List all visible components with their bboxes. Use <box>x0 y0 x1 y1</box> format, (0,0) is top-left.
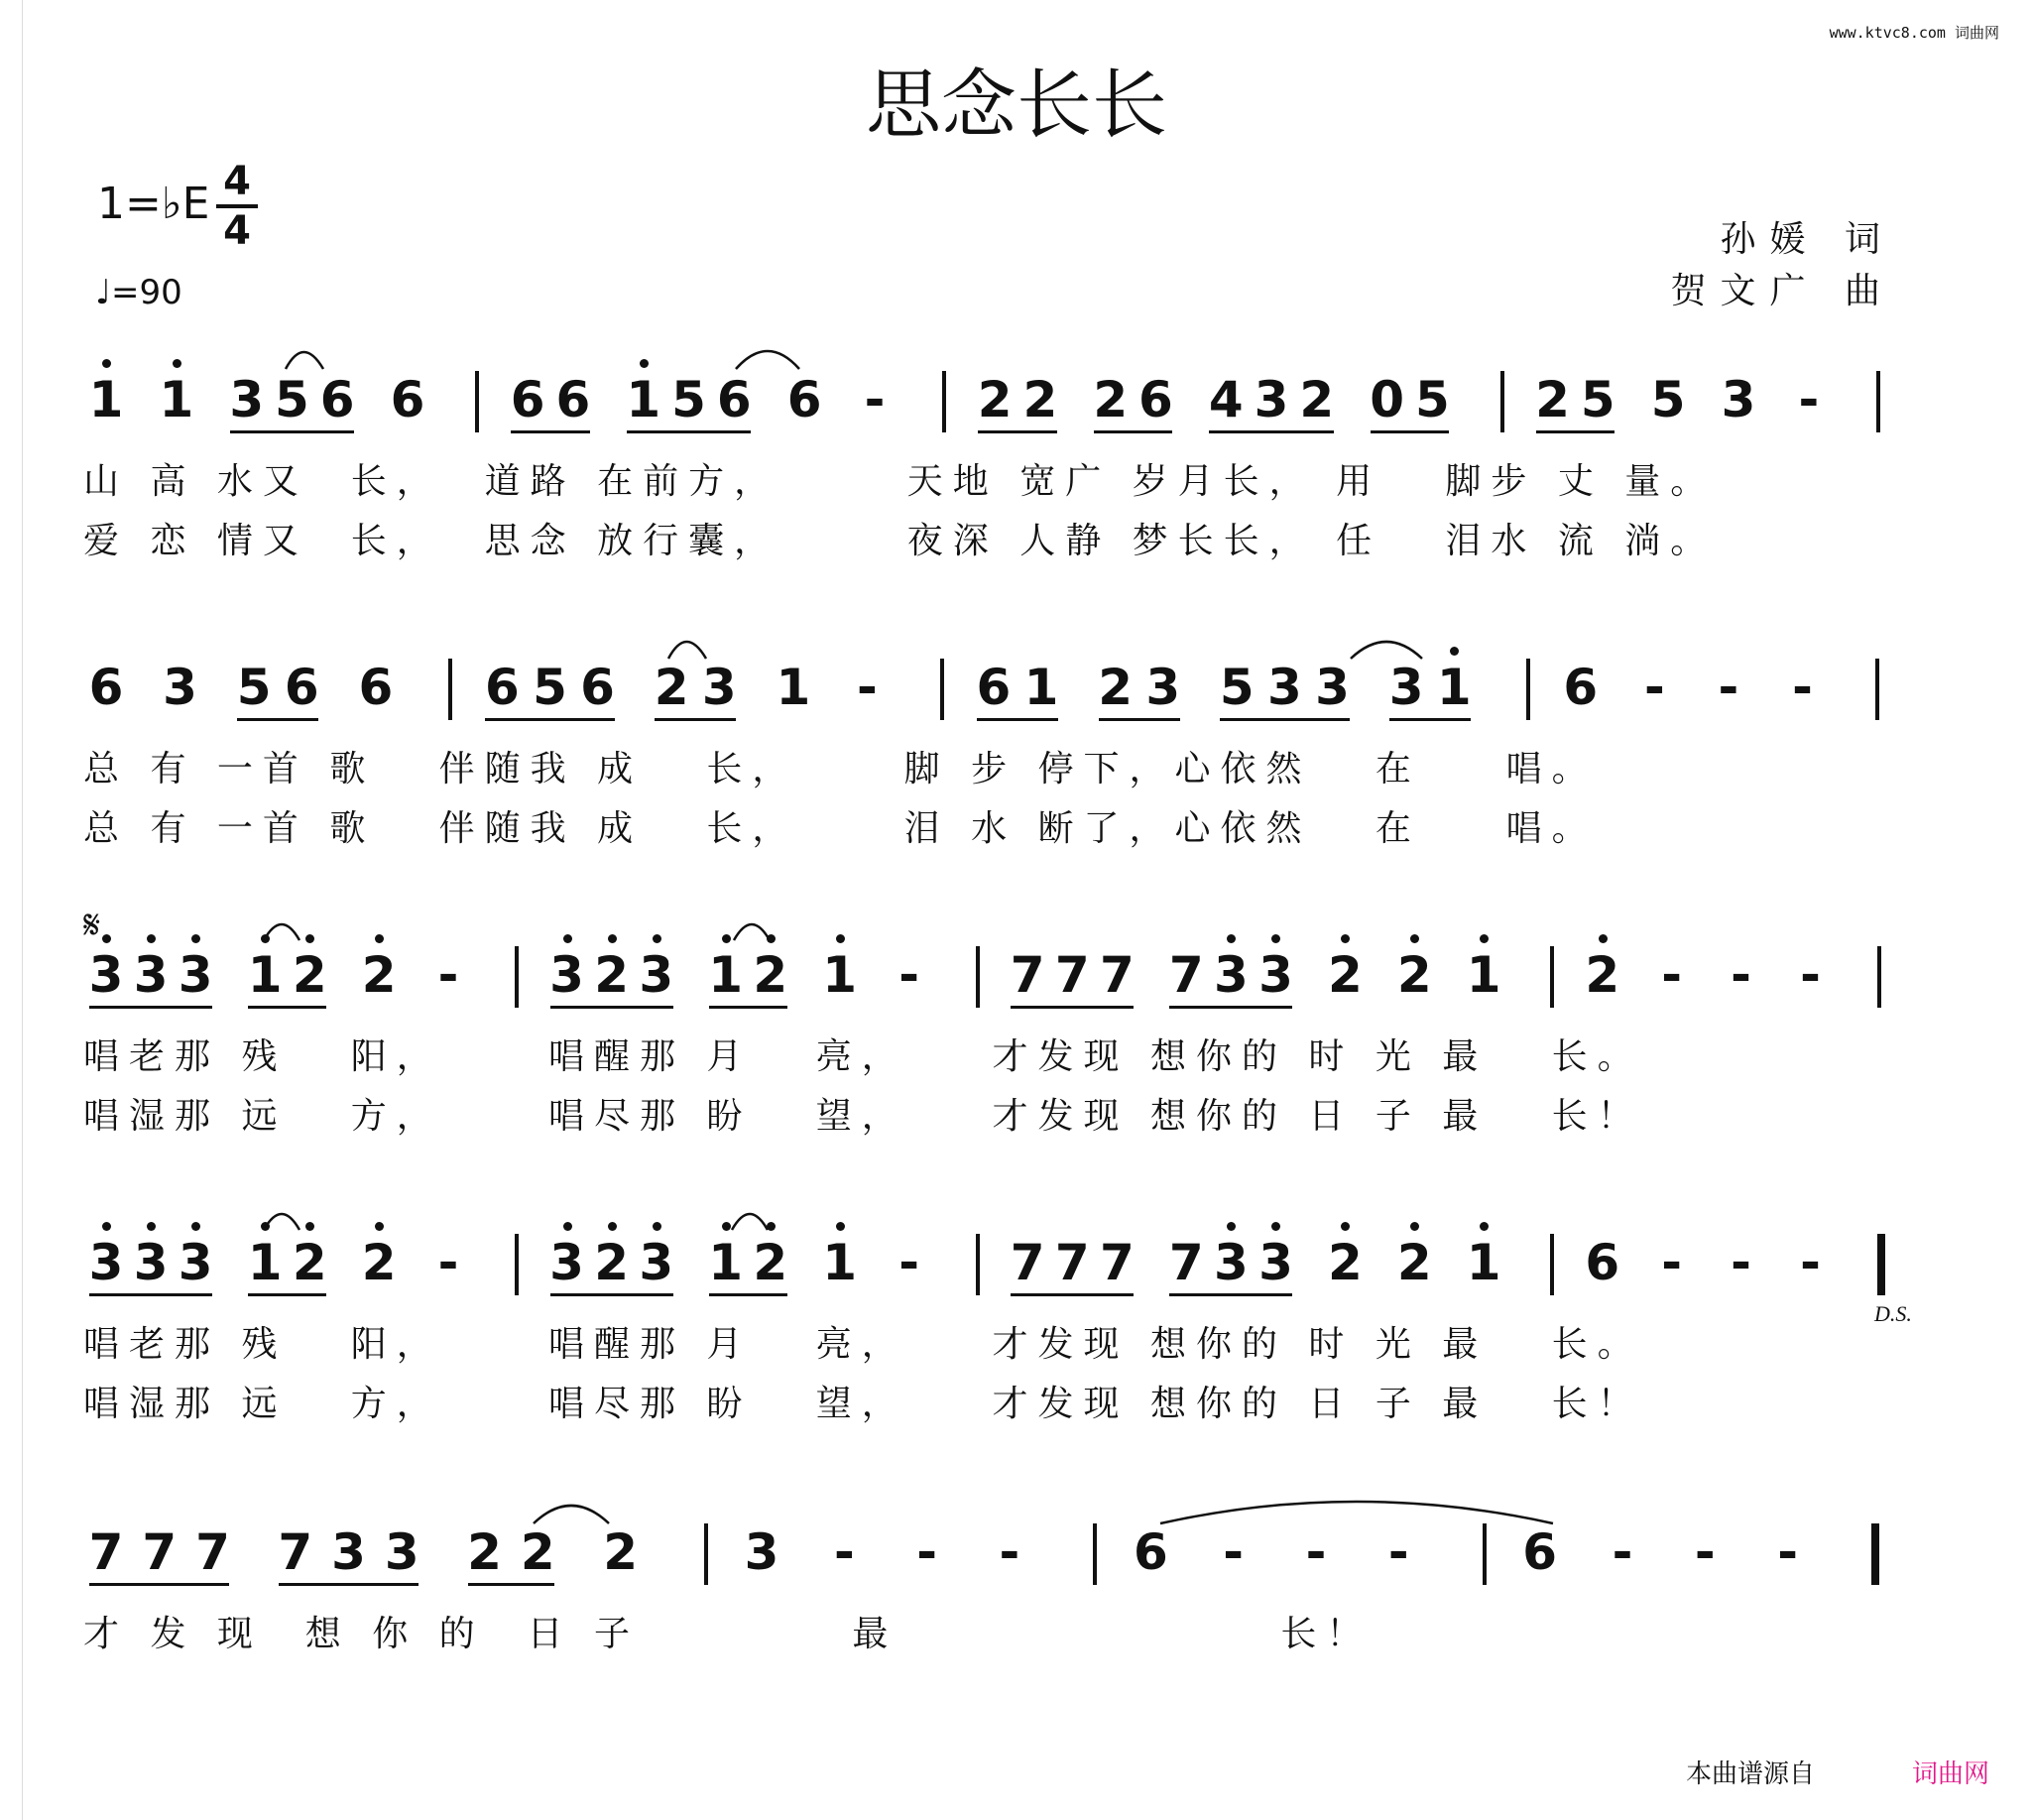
note: 1 <box>708 946 744 1004</box>
bar-line <box>1876 371 1880 432</box>
note: 2 <box>753 1234 788 1291</box>
note: 2 <box>1396 946 1432 1004</box>
octave-dot <box>147 1222 156 1231</box>
note: 7 <box>195 1523 230 1581</box>
octave-dot <box>722 934 731 943</box>
beam-underline <box>511 430 590 433</box>
octave-dot <box>767 1222 776 1231</box>
note: 7 <box>88 1523 124 1581</box>
octave-dot <box>1450 647 1459 656</box>
note: - <box>857 659 878 716</box>
octave-dot <box>653 1222 661 1231</box>
lyric-line: 爱 恋 情又 长， 思念 放行囊， 夜深 人静 梦长长， 任 泪水 流 淌。 <box>83 521 1717 561</box>
octave-dot <box>1271 1222 1280 1231</box>
note: 2 <box>1535 371 1570 428</box>
octave-dot <box>640 359 649 368</box>
bar-line <box>1877 1234 1885 1295</box>
bar-line <box>976 1234 980 1295</box>
note: 3 <box>88 946 124 1004</box>
note: 3 <box>1254 371 1289 428</box>
bar-line <box>1877 946 1881 1008</box>
note: - <box>1661 946 1683 1004</box>
beam-underline <box>1011 1293 1134 1296</box>
note: 3 <box>384 1523 419 1581</box>
note: 6 <box>1563 659 1599 716</box>
octave-dot <box>305 934 314 943</box>
bar-line <box>1871 1523 1879 1585</box>
note: 7 <box>1054 946 1090 1004</box>
note: 3 <box>1258 1234 1293 1291</box>
beam-underline <box>627 430 751 433</box>
octave-dot <box>191 1222 200 1231</box>
octave-dot <box>722 1222 731 1231</box>
beam-underline <box>237 718 318 721</box>
beam-underline <box>485 718 614 721</box>
note: - <box>833 1523 855 1581</box>
note: 3 <box>701 659 737 716</box>
note: 2 <box>753 946 788 1004</box>
note: - <box>898 1234 919 1291</box>
note: - <box>1731 946 1751 1004</box>
note: 7 <box>1168 946 1204 1004</box>
note: 6 <box>1522 1523 1558 1581</box>
beam-underline <box>89 1583 229 1586</box>
note: 6 <box>1133 1523 1168 1581</box>
octave-dot <box>261 934 270 943</box>
note: 1 <box>822 1234 858 1291</box>
lyric-line: 唱湿那 远 方， 唱尽那 盼 望， 才发现 想你的 日 子 最 长！ <box>83 1384 1643 1424</box>
note: 3 <box>549 946 584 1004</box>
note: 3 <box>1388 659 1424 716</box>
note: - <box>437 1234 459 1291</box>
note: 3 <box>88 1234 124 1291</box>
note: 1 <box>822 946 858 1004</box>
octave-dot <box>1410 934 1419 943</box>
octave-dot <box>1410 1222 1419 1231</box>
note: 6 <box>510 371 545 428</box>
note: 5 <box>275 371 309 428</box>
lyric-line: 总 有 一首 歌 伴随我 成 长， 泪 水 断了，心依然 在 唱。 <box>83 808 1598 849</box>
octave-dot <box>191 934 200 943</box>
beam-underline <box>248 1006 326 1009</box>
beam-underline <box>248 1293 326 1296</box>
note: 5 <box>1219 659 1255 716</box>
note: 2 <box>594 1234 630 1291</box>
note: 6 <box>484 659 520 716</box>
octave-dot <box>102 934 111 943</box>
note: 2 <box>1396 1234 1432 1291</box>
beam-underline <box>468 1583 555 1586</box>
bar-line <box>475 371 479 432</box>
bar-line <box>515 1234 519 1295</box>
note: 1 <box>1466 1234 1501 1291</box>
bar-line <box>1093 1523 1097 1585</box>
note: 6 <box>580 659 615 716</box>
note: - <box>1798 371 1820 428</box>
note: 2 <box>1093 371 1129 428</box>
note: 1 <box>247 946 283 1004</box>
note: - <box>1305 1523 1327 1581</box>
beam-underline <box>1011 1006 1134 1009</box>
bar-line <box>515 946 519 1008</box>
footer-source-label: 本曲谱源自 <box>1685 1759 1815 1789</box>
note: - <box>1223 1523 1245 1581</box>
segno-mark: 𝄋 <box>83 903 101 948</box>
note: 6 <box>1585 1234 1620 1291</box>
note: 6 <box>555 371 591 428</box>
note: 2 <box>520 1523 555 1581</box>
note: 6 <box>786 371 822 428</box>
beam-underline <box>978 430 1057 433</box>
octave-dot <box>1480 934 1489 943</box>
note: - <box>1718 659 1739 716</box>
lyric-line: 总 有 一首 歌 伴随我 成 长， 脚 步 停下，心依然 在 唱。 <box>83 749 1598 789</box>
note: 6 <box>284 659 319 716</box>
bar-line <box>976 946 980 1008</box>
octave-dot <box>608 934 617 943</box>
note: 7 <box>1010 946 1045 1004</box>
bar-line <box>448 659 452 720</box>
note: 1 <box>776 659 811 716</box>
bar-line <box>1526 659 1530 720</box>
octave-dot <box>305 1222 314 1231</box>
note: 7 <box>1099 946 1135 1004</box>
note: - <box>1800 946 1821 1004</box>
note: 6 <box>319 371 355 428</box>
lyric-line: 才 发 现 想 你 的 日 子 最 长！ <box>83 1614 1373 1654</box>
note: - <box>898 946 919 1004</box>
note: 2 <box>467 1523 502 1581</box>
note: 2 <box>1585 946 1620 1004</box>
beam-underline <box>89 1293 212 1296</box>
note: 7 <box>142 1523 178 1581</box>
note: 2 <box>361 1234 397 1291</box>
note: - <box>999 1523 1020 1581</box>
note: 1 <box>1023 659 1059 716</box>
note: 3 <box>1315 659 1350 716</box>
bar-line <box>1550 1234 1554 1295</box>
note: 3 <box>178 946 213 1004</box>
note: 2 <box>1327 1234 1363 1291</box>
ds-mark: D.S. <box>1874 1301 1912 1326</box>
song-title: 思念长长 <box>866 61 1167 149</box>
beam-underline <box>1094 430 1173 433</box>
note: 6 <box>976 659 1012 716</box>
note: 2 <box>1022 371 1058 428</box>
note: 6 <box>1138 371 1173 428</box>
octave-dot <box>1227 934 1236 943</box>
note: - <box>1661 1234 1683 1291</box>
bar-line <box>940 659 944 720</box>
note: 7 <box>1010 1234 1045 1291</box>
octave-dot <box>375 934 384 943</box>
note: 1 <box>626 371 661 428</box>
note: - <box>916 1523 937 1581</box>
note: 2 <box>1098 659 1134 716</box>
note: 3 <box>1258 946 1293 1004</box>
beam-underline <box>230 430 354 433</box>
left-margin-strip <box>0 0 23 1820</box>
lyric-line: 唱湿那 远 方， 唱尽那 盼 望， 才发现 想你的 日 子 最 长！ <box>83 1096 1643 1137</box>
key-signature: 1=♭E <box>97 179 210 229</box>
note: 7 <box>278 1523 313 1581</box>
note: 5 <box>671 371 706 428</box>
note: - <box>1387 1523 1409 1581</box>
beam-underline <box>1209 430 1333 433</box>
note: 3 <box>133 1234 169 1291</box>
bar-line <box>1550 946 1554 1008</box>
note: 3 <box>549 1234 584 1291</box>
beam-underline <box>1389 718 1471 721</box>
lyric-line: 唱老那 残 阳， 唱醒那 月 亮， 才发现 想你的 时 光 最 长。 <box>83 1036 1643 1077</box>
site-watermark: www.ktvc8.com 词曲网 <box>1829 24 1999 42</box>
note: 2 <box>1327 946 1363 1004</box>
note: - <box>1643 659 1665 716</box>
note: 3 <box>163 659 197 716</box>
beam-underline <box>1371 430 1450 433</box>
note: 1 <box>247 1234 283 1291</box>
note: 2 <box>603 1523 638 1581</box>
octave-dot <box>1480 1222 1489 1231</box>
lyric-line: 山 高 水又 长， 道路 在前方， 天地 宽广 岁月长， 用 脚步 丈 量。 <box>83 461 1717 502</box>
beam-underline <box>655 718 736 721</box>
note: 4 <box>1208 371 1244 428</box>
note: 3 <box>133 946 169 1004</box>
note: 3 <box>1145 659 1181 716</box>
note: 0 <box>1370 371 1405 428</box>
note: 2 <box>977 371 1013 428</box>
beam-underline <box>709 1006 787 1009</box>
note: 1 <box>708 1234 744 1291</box>
composer-credit: 贺文广 曲 <box>1670 271 1894 311</box>
lyric-line: 唱老那 残 阳， 唱醒那 月 亮， 才发现 想你的 时 光 最 长。 <box>83 1324 1643 1365</box>
octave-dot <box>836 934 845 943</box>
note: 7 <box>1168 1234 1204 1291</box>
note: - <box>1777 1523 1798 1581</box>
octave-dot <box>1341 934 1350 943</box>
bar-line <box>1500 371 1504 432</box>
beam-underline <box>1220 718 1349 721</box>
octave-dot <box>1271 934 1280 943</box>
bar-line <box>1875 659 1879 720</box>
note: 2 <box>292 1234 327 1291</box>
bar-line <box>1483 1523 1487 1585</box>
note: 3 <box>639 946 674 1004</box>
note: 5 <box>236 659 272 716</box>
octave-dot <box>173 359 181 368</box>
note: 1 <box>159 371 194 428</box>
note: 3 <box>178 1234 213 1291</box>
note: 1 <box>1436 659 1472 716</box>
note: 2 <box>654 659 689 716</box>
note: - <box>1731 1234 1751 1291</box>
note: 6 <box>716 371 752 428</box>
time-signature <box>216 159 258 254</box>
note: 3 <box>229 371 265 428</box>
note: 6 <box>88 659 124 716</box>
octave-dot <box>1341 1222 1350 1231</box>
note: 5 <box>1580 371 1615 428</box>
note: 6 <box>390 371 425 428</box>
note: - <box>437 946 459 1004</box>
beam-underline <box>1169 1006 1292 1009</box>
note: - <box>1800 1234 1821 1291</box>
beam-underline <box>550 1006 673 1009</box>
octave-dot <box>653 934 661 943</box>
note: 3 <box>744 1523 779 1581</box>
time-sig-top: 4 <box>223 159 251 204</box>
note: 7 <box>1099 1234 1135 1291</box>
beam-underline <box>977 718 1058 721</box>
beam-underline <box>1099 718 1180 721</box>
note: 2 <box>594 946 630 1004</box>
note: - <box>1792 659 1813 716</box>
note: 7 <box>1054 1234 1090 1291</box>
octave-dot <box>563 934 572 943</box>
octave-dot <box>102 359 111 368</box>
note: 3 <box>1213 1234 1249 1291</box>
note: 3 <box>1267 659 1302 716</box>
note: - <box>1694 1523 1716 1581</box>
note: 6 <box>358 659 394 716</box>
beam-underline <box>550 1293 673 1296</box>
octave-dot <box>836 1222 845 1231</box>
octave-dot <box>767 934 776 943</box>
octave-dot <box>147 934 156 943</box>
time-sig-bottom: 4 <box>223 208 251 254</box>
note: 5 <box>1650 371 1686 428</box>
octave-dot <box>563 1222 572 1231</box>
octave-dot <box>1227 1222 1236 1231</box>
note: - <box>864 371 886 428</box>
note: 5 <box>533 659 567 716</box>
note: - <box>1612 1523 1633 1581</box>
octave-dot <box>102 1222 111 1231</box>
note: 3 <box>1721 371 1756 428</box>
beam-underline <box>1536 430 1615 433</box>
tempo-marking: ♩=90 <box>95 273 182 312</box>
note: 3 <box>639 1234 674 1291</box>
note: 1 <box>88 371 124 428</box>
octave-dot <box>1599 934 1608 943</box>
note: 1 <box>1466 946 1501 1004</box>
note: 5 <box>1414 371 1450 428</box>
beam-underline <box>279 1583 419 1586</box>
octave-dot <box>261 1222 270 1231</box>
note: 3 <box>1213 946 1249 1004</box>
octave-dot <box>375 1222 384 1231</box>
lyricist-credit: 孙媛 词 <box>1720 219 1894 260</box>
note: 2 <box>292 946 327 1004</box>
beam-underline <box>709 1293 787 1296</box>
octave-dot <box>608 1222 617 1231</box>
note: 2 <box>1299 371 1335 428</box>
footer-site-link[interactable]: 词曲网 <box>1911 1759 1989 1789</box>
bar-line <box>942 371 946 432</box>
bar-line <box>704 1523 708 1585</box>
note: 2 <box>361 946 397 1004</box>
beam-underline <box>89 1006 212 1009</box>
beam-underline <box>1169 1293 1292 1296</box>
note: 3 <box>331 1523 366 1581</box>
